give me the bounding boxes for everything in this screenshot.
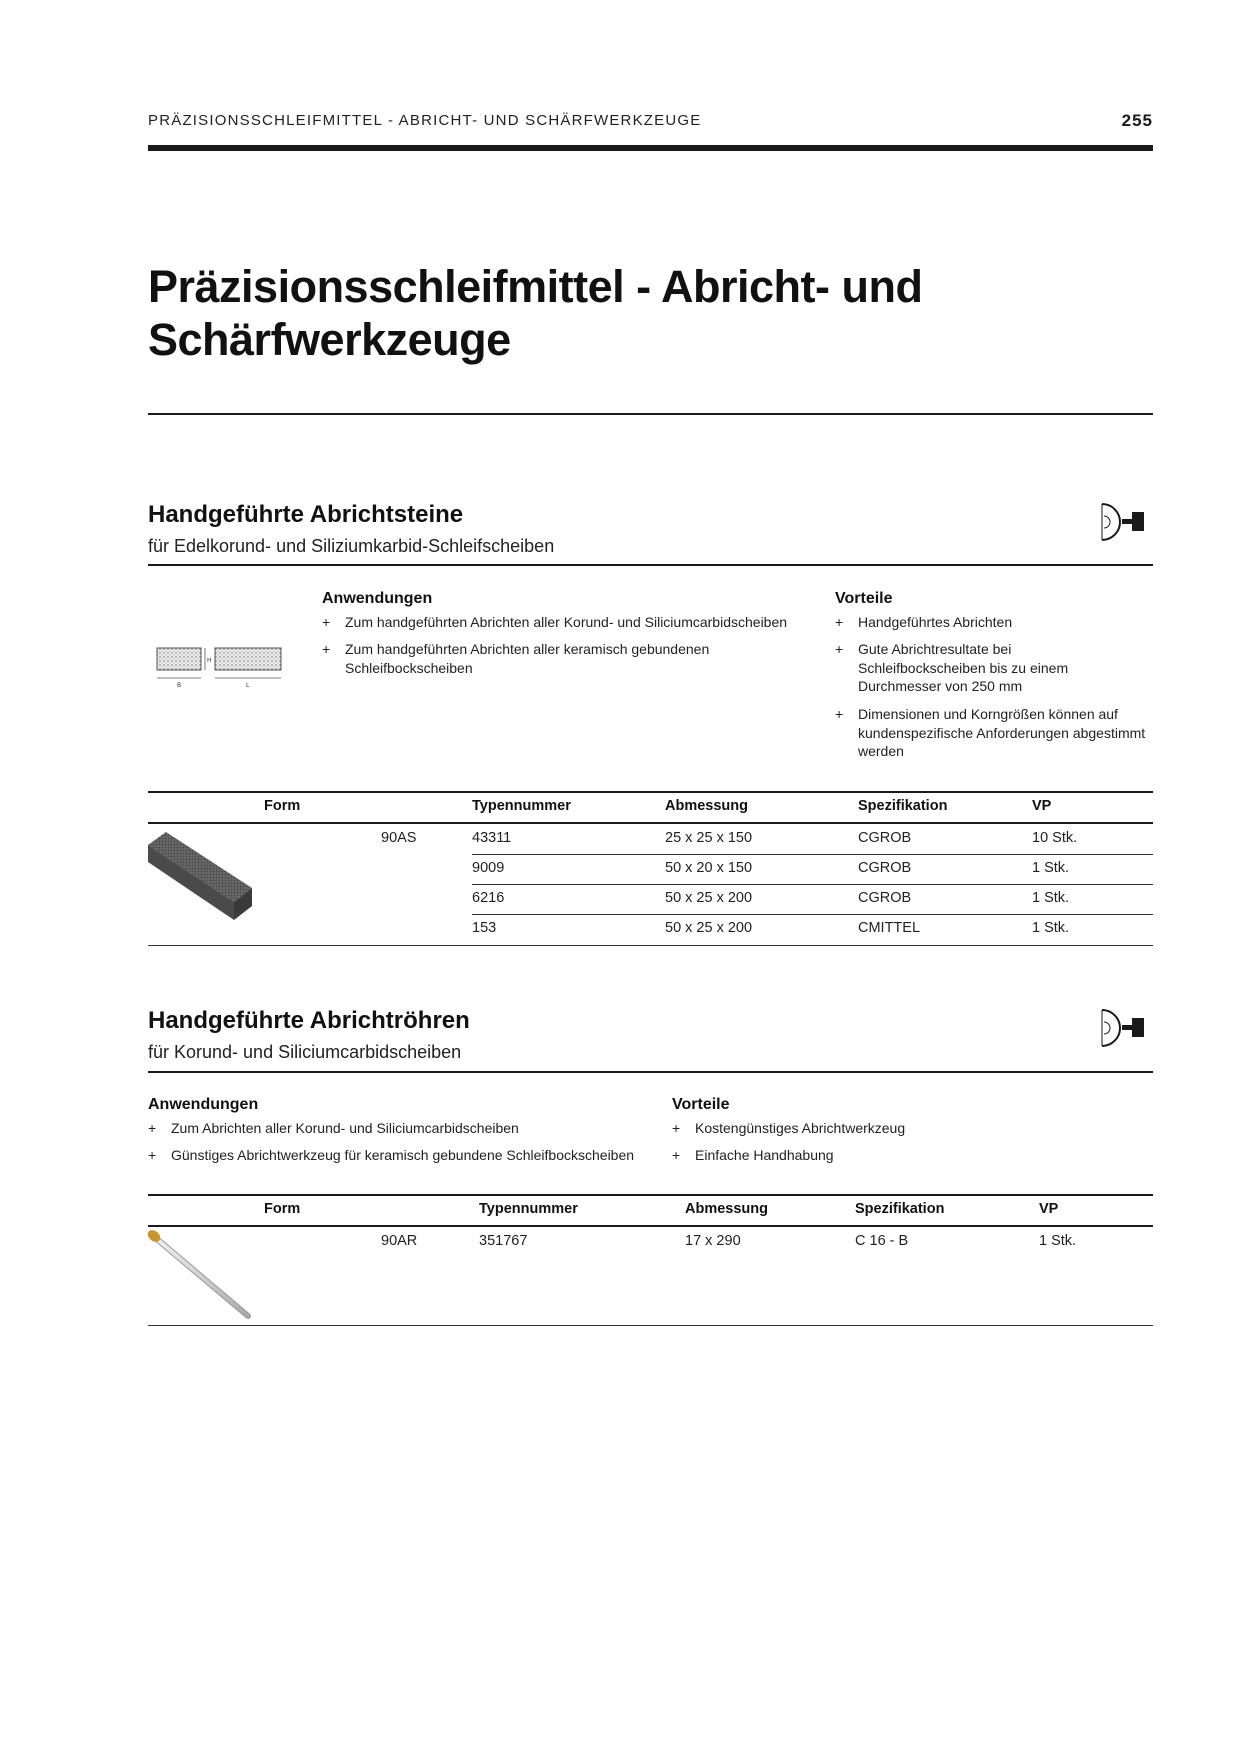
section1-rule — [148, 564, 1153, 566]
section2-vorteile-heading: Vorteile — [672, 1096, 730, 1113]
table1-header-typennummer: Typennummer — [472, 798, 571, 814]
table1-header-rule — [148, 822, 1153, 824]
section1-anwendungen-heading: Anwendungen — [322, 590, 433, 607]
table-cell: 25 x 25 x 150 — [665, 830, 753, 846]
bullet-plus: + — [148, 1147, 157, 1163]
header-rule — [148, 145, 1153, 151]
section2-anwendungen-heading: Anwendungen — [148, 1096, 259, 1113]
abrichtroehre-image — [146, 1230, 254, 1325]
table1-header-vp: VP — [1032, 798, 1052, 814]
bullet-plus: + — [322, 641, 331, 657]
diagram-label-height: H — [207, 657, 212, 664]
table1-header-abmessung: Abmessung — [665, 798, 748, 814]
table1-header-form: Form — [264, 798, 301, 814]
table2-top-rule — [148, 1194, 1153, 1196]
table-cell: C 16 - B — [855, 1233, 909, 1249]
list-item: + Dimensionen und Korngrößen können auf kundenspezifische Anforderungen abgestimmt werden — [835, 706, 1146, 759]
list-item: + Zum Abrichten aller Korund- und Siliciumcarbidscheiben — [148, 1120, 519, 1136]
bullet-plus: + — [835, 614, 844, 630]
running-header-title: PRÄZISIONSSCHLEIFMITTEL - ABRICHT- UND SCHÄRFWERKZEUGE — [148, 112, 702, 129]
page-title — [148, 260, 1148, 366]
table-cell: 351767 — [479, 1233, 528, 1249]
diagram-label-width: B — [177, 682, 182, 689]
bullet-plus: + — [672, 1120, 681, 1136]
table-cell: 9009 — [472, 860, 505, 876]
table-cell: CGROB — [858, 890, 912, 906]
table-cell: 6216 — [472, 890, 505, 906]
bullet-plus: + — [835, 706, 844, 722]
table-cell: 17 x 290 — [685, 1233, 741, 1249]
table-cell: CGROB — [858, 830, 912, 846]
page-number: 255 — [1121, 111, 1153, 130]
page-title-line2: Schärfwerkzeuge — [148, 314, 511, 365]
table-cell: 50 x 25 x 200 — [665, 890, 753, 906]
table1-bottom-rule — [148, 945, 1153, 946]
list-item: + Einfache Handhabung — [672, 1147, 834, 1163]
section1-vorteile-heading: Vorteile — [835, 590, 893, 607]
bullet-plus: + — [672, 1147, 681, 1163]
list-item: + Zum handgeführten Abrichten aller Korund- und Siliciumcarbidscheiben — [322, 614, 788, 630]
section1-subtitle: für Edelkorund- und Siliziumkarbid-Schleifscheiben — [148, 536, 555, 556]
table-cell: 1 Stk. — [1039, 1233, 1077, 1249]
table-cell: 1 Stk. — [1032, 920, 1070, 936]
list-item: + Gute Abrichtresultate bei Schleifbockscheiben bis zu einem Durchmesser von 250 mm — [835, 641, 1069, 694]
table-cell: 1 Stk. — [1032, 890, 1070, 906]
table-cell: CMITTEL — [858, 920, 921, 936]
table2-header-abmessung: Abmessung — [685, 1201, 768, 1217]
table1-header-spezifikation: Spezifikation — [858, 798, 948, 814]
abrichtstein-dimension-diagram — [155, 640, 285, 695]
table2-header-spezifikation: Spezifikation — [855, 1201, 945, 1217]
list-item: + Günstiges Abrichtwerkzeug für keramisch gebundene Schleifbockscheiben — [148, 1147, 635, 1163]
table2-bottom-rule — [148, 1325, 1153, 1326]
section2-subtitle: für Korund- und Siliciumcarbidscheiben — [148, 1042, 462, 1062]
table2-form-code: 90AR — [381, 1233, 418, 1249]
table2-header-vp: VP — [1039, 1201, 1059, 1217]
table-cell: CGROB — [858, 860, 912, 876]
dressing-tool-icon — [1100, 502, 1146, 542]
section2-title: Handgeführte Abrichtröhren — [148, 1007, 470, 1034]
abrichtstein-image — [148, 830, 254, 927]
table-row-divider — [472, 884, 1153, 885]
table2-header-form: Form — [264, 1201, 301, 1217]
table-cell: 10 Stk. — [1032, 830, 1078, 846]
table2-header-rule — [148, 1225, 1153, 1227]
table-cell: 153 — [472, 920, 497, 936]
list-item: + Kostengünstiges Abrichtwerkzeug — [672, 1120, 906, 1136]
diagram-label-length: L — [246, 682, 250, 689]
table-cell: 50 x 25 x 200 — [665, 920, 753, 936]
table2-header-typennummer: Typennummer — [479, 1201, 578, 1217]
bullet-plus: + — [322, 614, 331, 630]
table-cell: 50 x 20 x 150 — [665, 860, 753, 876]
list-item: + Zum handgeführten Abrichten aller keramisch gebundenen Schleifbockscheiben — [322, 641, 710, 676]
section2-rule — [148, 1071, 1153, 1073]
section1-title: Handgeführte Abrichtsteine — [148, 501, 464, 528]
table1-top-rule — [148, 791, 1153, 793]
table-row-divider — [472, 854, 1153, 855]
title-rule — [148, 413, 1153, 415]
table-row-divider — [472, 914, 1153, 915]
bullet-plus: + — [148, 1120, 157, 1136]
bullet-plus: + — [835, 641, 844, 657]
table-cell: 1 Stk. — [1032, 860, 1070, 876]
list-item: + Handgeführtes Abrichten — [835, 614, 1013, 630]
table1-form-code: 90AS — [381, 830, 417, 846]
page-title-line1: Präzisionsschleifmittel - Abricht- und — [148, 261, 923, 312]
dressing-tool-icon — [1100, 1008, 1146, 1048]
table-cell: 43311 — [472, 830, 512, 846]
